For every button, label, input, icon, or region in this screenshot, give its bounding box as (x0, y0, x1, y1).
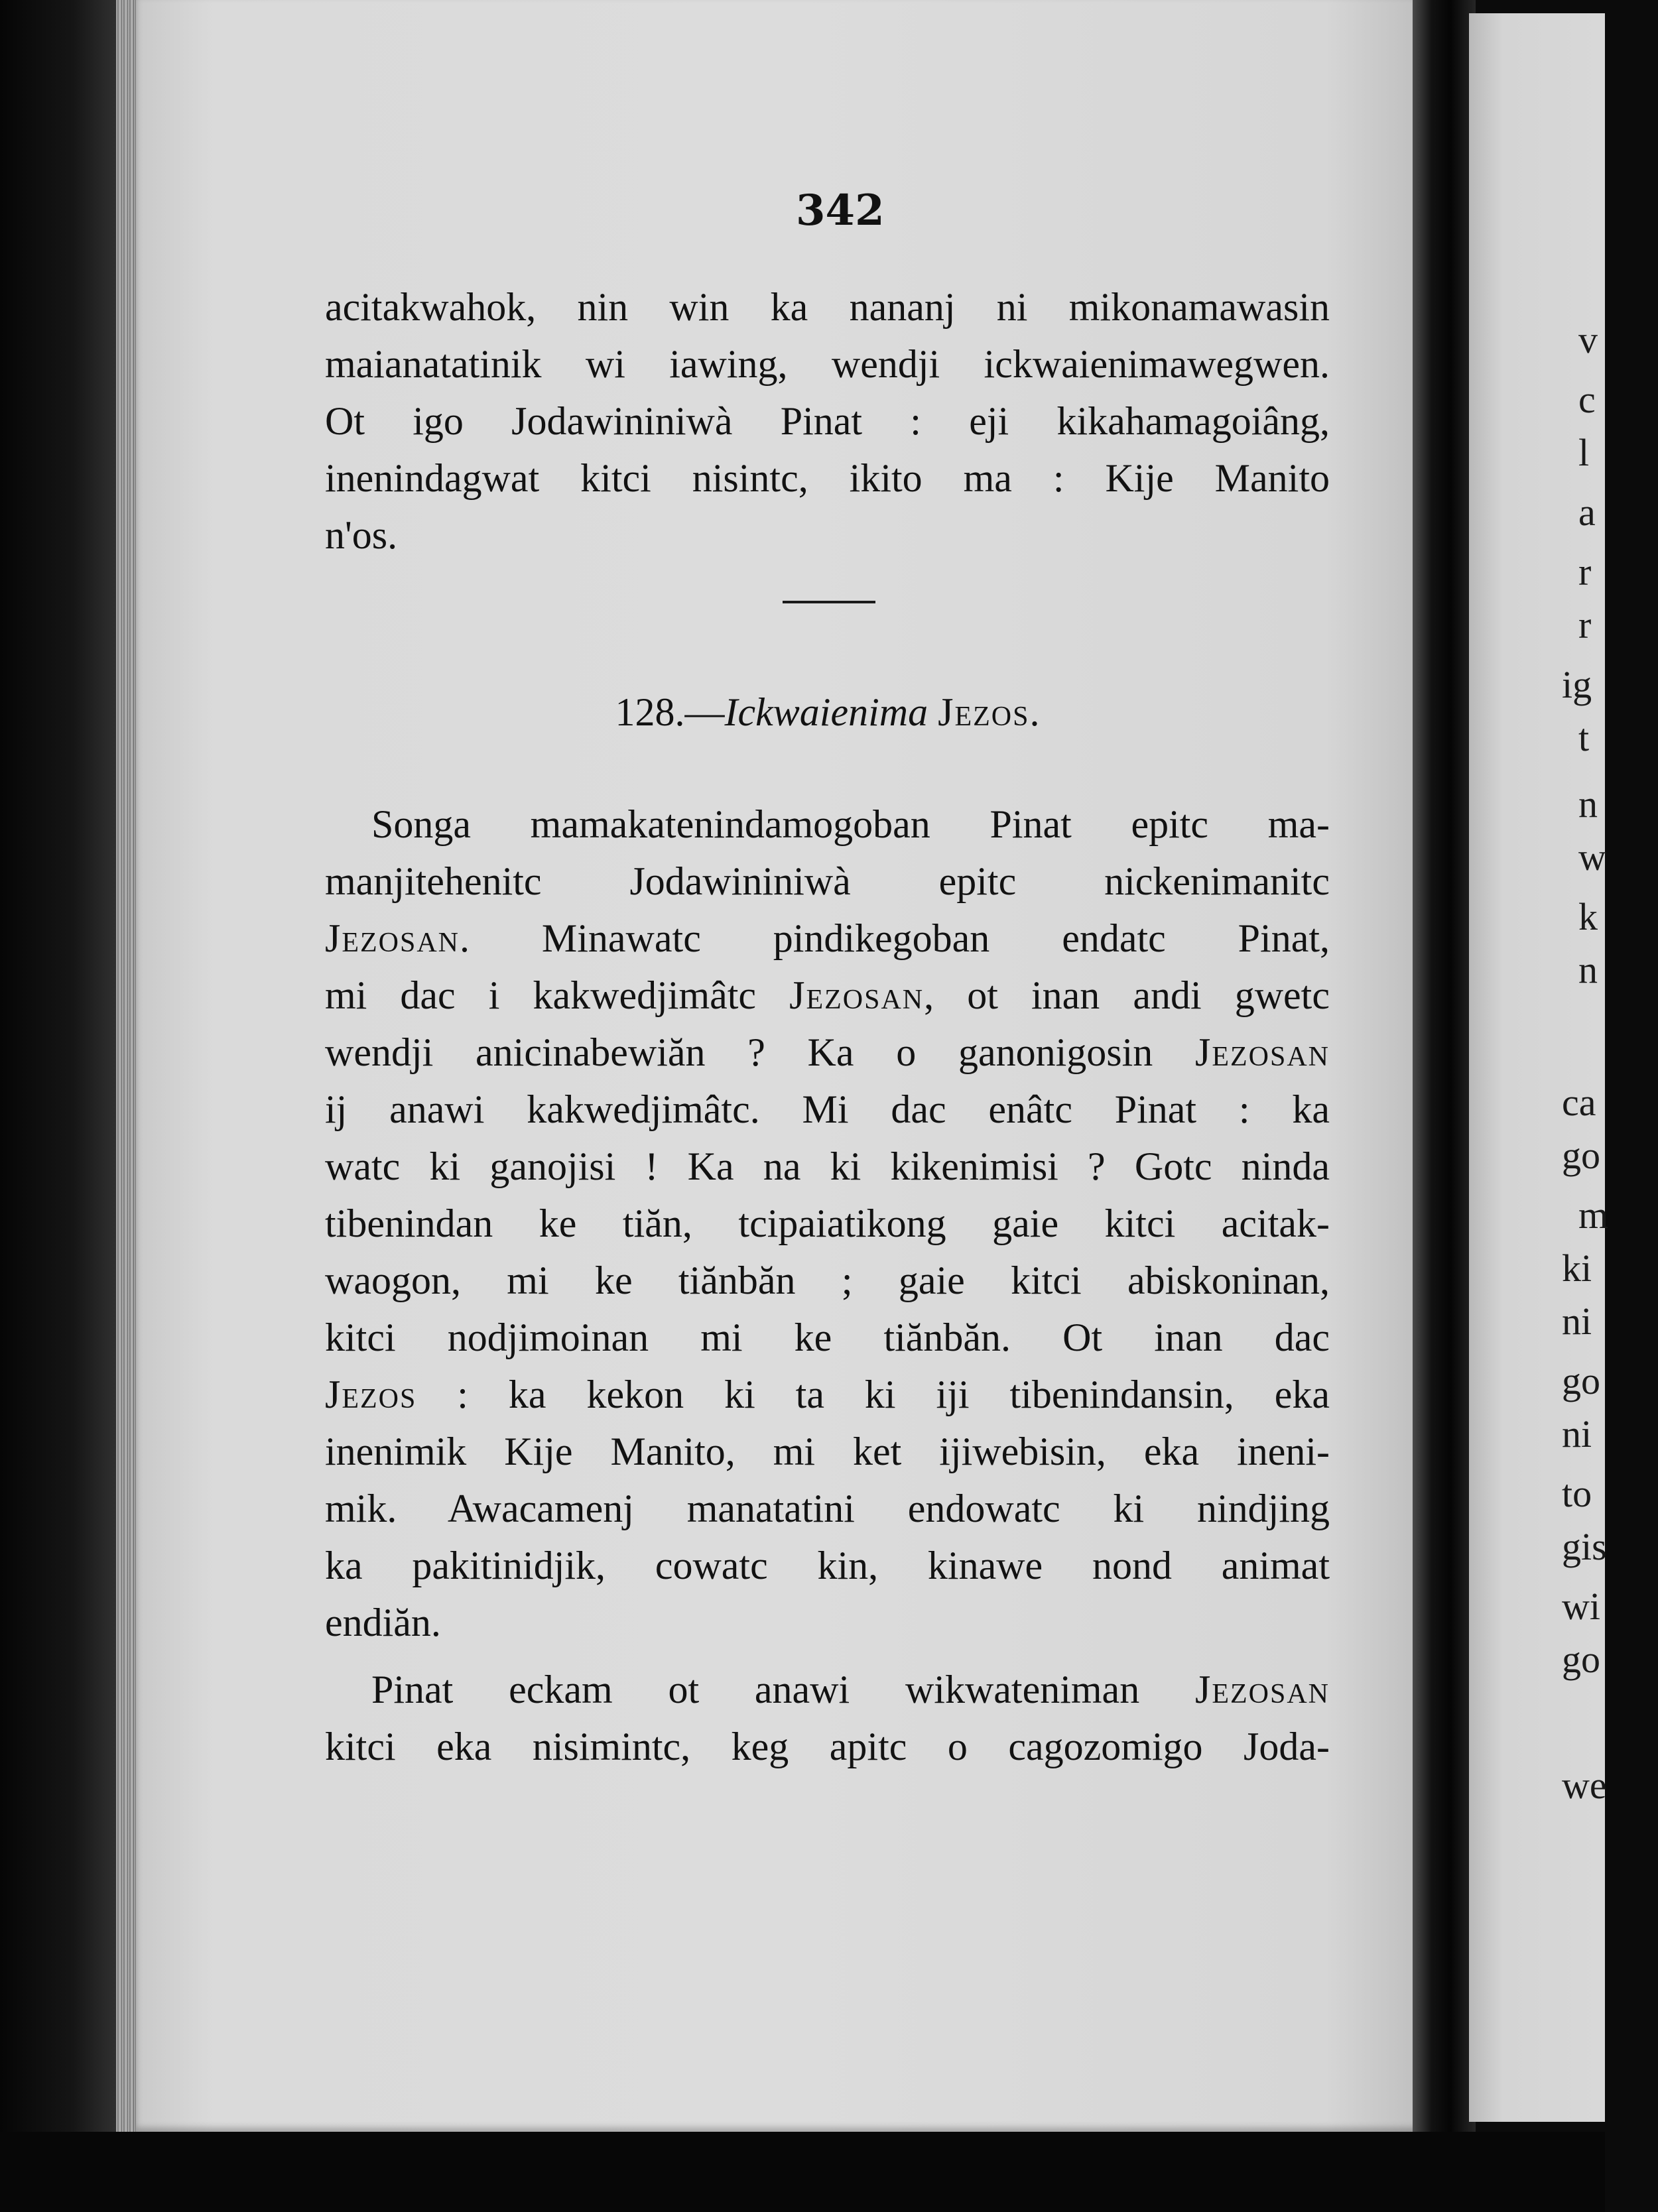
text-line: acitakwahok, nin win ka nananj ni mikonamawasin (325, 285, 1330, 329)
section-divider (783, 601, 875, 603)
text-line (325, 1366, 1330, 1423)
text-run: watc ki ganojisi ! Ka na ki kikenimisi ? Gotc ninda (325, 1144, 1330, 1188)
book-gutter (1413, 0, 1476, 2212)
text-run: inenimik Kije Manito, mi ket ijiwebisin, eka ineni- (325, 1430, 1330, 1473)
text-line: n'os. (325, 513, 398, 557)
text-run: Pinat eckam ot anawi wikwateniman (371, 1668, 1195, 1711)
text-line (325, 1423, 1330, 1480)
name-small-caps: Jezosan (1194, 1668, 1330, 1711)
text-run: , ot inan andi gwetc (924, 973, 1330, 1017)
facing-page-fragment: ni (1562, 1412, 1592, 1455)
text-line: inenindagwat kitci nisintc, ikito ma : Kije Manito (325, 456, 1330, 500)
text-line: maianatatinik wi iawing, wendji ickwaienimawegwen. (325, 342, 1330, 386)
facing-page-fragment: m (1578, 1194, 1609, 1237)
name-small-caps: Jezosan (789, 973, 925, 1017)
facing-page-fragment: n (1578, 948, 1598, 991)
facing-page-fragment: to (1562, 1472, 1592, 1515)
facing-page-fragment: go (1562, 1359, 1600, 1402)
text-line (325, 1024, 1330, 1081)
scan-border-left (0, 0, 133, 2212)
text-line (325, 1309, 1330, 1366)
text-run: manjitehenitc Jodawininiwà epitc nickenimanitc (325, 859, 1330, 903)
facing-page-fragment: k (1578, 895, 1598, 938)
section-title-name: Jezos (938, 690, 1030, 734)
paragraph-2 (325, 1661, 1330, 1775)
facing-page-fragment: r (1578, 603, 1592, 646)
facing-page-fragment: go (1562, 1134, 1600, 1177)
text-line (325, 1252, 1330, 1309)
section-title-end: . (1029, 690, 1040, 734)
text-run: wendji anicinabewiăn ? Ka o ganonigosin (325, 1030, 1195, 1074)
scan-border-bottom (0, 2132, 1605, 2212)
text-line (325, 1081, 1330, 1138)
text-run: ij anawi kakwedjimâtc. Mi dac enâtc Pinat : ka (325, 1087, 1330, 1131)
text-line (325, 1480, 1330, 1537)
intro-paragraph (325, 278, 1330, 564)
text-run: kitci eka nisimintc, keg apitc o cagozomigo Joda- (325, 1725, 1330, 1768)
text-line (325, 1718, 1330, 1775)
facing-page-fragment: ki (1562, 1247, 1592, 1290)
facing-page-fragment: gis (1562, 1525, 1607, 1568)
name-small-caps: Jezos (325, 1373, 417, 1416)
section-heading (325, 690, 1330, 735)
facing-page-fragment: ig (1562, 663, 1592, 706)
text-line (325, 910, 1330, 967)
facing-page-fragment: w (1578, 835, 1606, 879)
text-run: tibenindan ke tiăn, tcipaiatikong gaie kitci acitak- (325, 1201, 1330, 1245)
text-line: Ot igo Jodawininiwà Pinat : eji kikahamagoiâng, (325, 399, 1330, 443)
text-run: mik. Awacamenj manatatini endowatc ki nindjing (325, 1487, 1330, 1530)
facing-page-fragment: r (1578, 550, 1592, 593)
text-line (325, 1661, 1330, 1718)
facing-page-fragment: a (1578, 491, 1596, 534)
text-line (325, 967, 1330, 1024)
page-number: 342 (796, 186, 885, 235)
text-run: kitci nodjimoinan mi ke tiănbăn. Ot inan dac (325, 1316, 1330, 1359)
facing-page-fragment: wi (1562, 1585, 1600, 1628)
facing-page-fragment: n (1578, 782, 1598, 826)
text-run: mi dac i kakwedjimâtc (325, 973, 790, 1017)
facing-page-fragment: we (1562, 1764, 1607, 1807)
text-line (325, 853, 1330, 910)
section-number: 128.— (615, 690, 725, 734)
text-line (325, 1195, 1330, 1252)
text-run: . Minawatc pindikegoban endatc Pinat, (460, 916, 1330, 960)
text-run: ka pakitinidjik, cowatc kin, kinawe nond animat (325, 1544, 1330, 1587)
text-line (325, 1537, 1330, 1594)
text-line (325, 1138, 1330, 1195)
facing-page-fragment: ca (1562, 1081, 1596, 1124)
facing-page-fragment: l (1578, 431, 1590, 474)
text-line (325, 796, 1330, 853)
facing-page-fragment: t (1578, 716, 1590, 759)
facing-page-fragment: c (1578, 378, 1596, 421)
facing-page-fragment: ni (1562, 1300, 1592, 1343)
facing-page-fragment: v (1578, 318, 1598, 361)
text-line (325, 1594, 1330, 1651)
text-run: : ka kekon ki ta ki iji tibenindansin, eka (416, 1373, 1330, 1416)
text-run: Songa mamakatenindamogoban Pinat epitc ma- (371, 802, 1330, 846)
text-run: waogon, mi ke tiănbăn ; gaie kitci abiskoninan, (325, 1259, 1330, 1302)
name-small-caps: Jezosan (1194, 1030, 1330, 1074)
name-small-caps: Jezosan (325, 916, 460, 960)
text-run: endiăn. (325, 1601, 441, 1644)
paragraph-1 (325, 796, 1330, 1651)
section-title-italic: Ickwaienima (724, 690, 928, 734)
facing-page-fragment: go (1562, 1638, 1600, 1681)
